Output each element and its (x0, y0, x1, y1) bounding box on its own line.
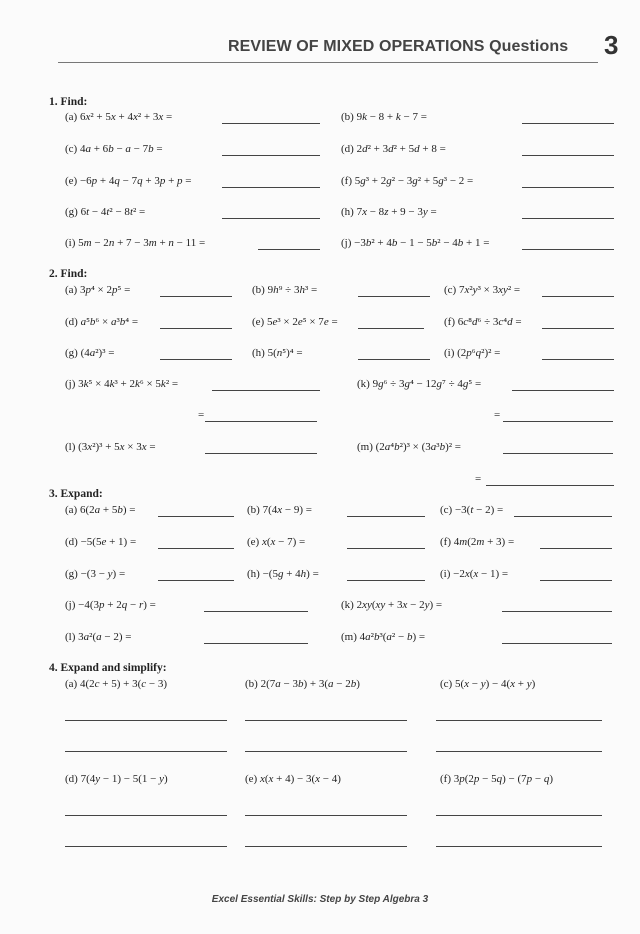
answer-line (222, 123, 320, 124)
answer-line (347, 580, 425, 581)
question-heading: 1. Find: (49, 96, 88, 108)
question-item: (b) 9k − 8 + k − 7 = (341, 111, 427, 123)
answer-line (245, 720, 407, 721)
question-heading: 2. Find: (49, 268, 88, 280)
question-item: (b) 7(4x − 9) = (247, 504, 312, 516)
question-item: (h) 7x − 8z + 9 − 3y = (341, 206, 437, 218)
answer-line (502, 643, 612, 644)
answer-line (436, 846, 602, 847)
question-item: (b) 9h⁹ ÷ 3h³ = (252, 284, 318, 296)
answer-line (158, 548, 234, 549)
answer-line (503, 453, 613, 454)
question-item: (e) x(x − 7) = (247, 536, 306, 548)
answer-line (160, 296, 232, 297)
answer-line (222, 155, 320, 156)
question-item: (d) 2d² + 3d² + 5d + 8 = (341, 143, 446, 155)
question-item: (e) 5e³ × 2e⁵ × 7e = (252, 316, 338, 328)
answer-line (542, 328, 614, 329)
question-item: (d) a⁵b⁶ × a³b⁴ = (65, 316, 139, 328)
answer-line (65, 751, 227, 752)
question-heading: 4. Expand and simplify: (49, 662, 167, 674)
question-item: (l) 3a²(a − 2) = (65, 631, 132, 643)
answer-line (358, 296, 430, 297)
question-item: (a) 6(2a + 5b) = (65, 504, 136, 516)
answer-line (512, 390, 614, 391)
question-item: (j) −4(3p + 2q − r) = (65, 599, 156, 611)
answer-line (502, 611, 612, 612)
answer-line (522, 123, 614, 124)
answer-line (65, 815, 227, 816)
answer-line (222, 187, 320, 188)
page-footer: Excel Essential Skills: Step by Step Algebra 3 (211, 894, 429, 905)
question-item: (j) −3b² + 4b − 1 − 5b² − 4b + 1 = (341, 237, 490, 249)
question-item: (h) 5(n⁵)⁴ = (252, 347, 303, 359)
question-item: (e) −6p + 4q − 7q + 3p + p = (65, 175, 192, 187)
answer-line (160, 359, 232, 360)
question-item: (f) 6c⁸d⁶ ÷ 3c⁴d = (444, 316, 522, 328)
question-item: (h) −(5g + 4h) = (247, 568, 319, 580)
question-item: (d) −5(5e + 1) = (65, 536, 137, 548)
answer-line (65, 846, 227, 847)
question-item: = (198, 409, 205, 421)
question-item: (a) 3p⁴ × 2p⁵ = (65, 284, 131, 296)
question-item: (i) 5m − 2n + 7 − 3m + n − 11 = (65, 237, 206, 249)
question-item: (c) 7x²y³ × 3xy² = (444, 284, 521, 296)
answer-line (503, 421, 613, 422)
answer-line (245, 751, 407, 752)
question-item: (a) 6x² + 5x + 4x² + 3x = (65, 111, 173, 123)
answer-line (205, 421, 317, 422)
answer-line (245, 846, 407, 847)
question-item: (c) 4a + 6b − a − 7b = (65, 143, 163, 155)
question-item: (f) 4m(2m + 3) = (440, 536, 515, 548)
answer-line (542, 296, 614, 297)
answer-line (522, 187, 614, 188)
question-item: (k) 9g⁶ ÷ 3g⁴ − 12g⁷ ÷ 4g⁵ = (357, 378, 482, 390)
question-item: (d) 7(4y − 1) − 5(1 − y) (65, 773, 168, 785)
answer-line (436, 720, 602, 721)
answer-line (436, 815, 602, 816)
answer-line (347, 548, 425, 549)
question-item: (g) (4a²)³ = (65, 347, 115, 359)
answer-line (542, 359, 614, 360)
answer-line (540, 580, 612, 581)
question-item: (f) 5g³ + 2g² − 3g² + 5g³ − 2 = (341, 175, 474, 187)
question-item: (m) 4a²b³(a² − b) = (341, 631, 426, 643)
answer-line (522, 155, 614, 156)
page-title: REVIEW OF MIXED OPERATIONS Questions (228, 38, 569, 55)
answer-line (258, 249, 320, 250)
question-item: (e) x(x + 4) − 3(x − 4) (245, 773, 341, 785)
question-item: (a) 4(2c + 5) + 3(c − 3) (65, 678, 168, 690)
question-heading: 3. Expand: (49, 488, 103, 500)
answer-line (436, 751, 602, 752)
answer-line (204, 611, 308, 612)
answer-line (245, 815, 407, 816)
question-item: (m) (2a⁴b²)³ × (3a³b)² = (357, 441, 462, 453)
answer-line (522, 218, 614, 219)
question-item: (j) 3k⁵ × 4k³ + 2k⁶ × 5k² = (65, 378, 179, 390)
question-item: (g) −(3 − y) = (65, 568, 126, 580)
question-item: (g) 6t − 4t² − 8t² = (65, 206, 146, 218)
question-item: (k) 2xy(xy + 3x − 2y) = (341, 599, 443, 611)
answer-line (347, 516, 425, 517)
answer-line (158, 580, 234, 581)
answer-line (486, 485, 614, 486)
answer-line (205, 453, 317, 454)
question-item: (c) 5(x − y) − 4(x + y) (440, 678, 536, 690)
answer-line (514, 516, 612, 517)
chapter-number: 3 (604, 30, 619, 60)
question-item: (i) −2x(x − 1) = (440, 568, 509, 580)
header-rule (58, 62, 598, 63)
question-item: = (494, 409, 501, 421)
answer-line (160, 328, 232, 329)
answer-line (65, 720, 227, 721)
question-item: (f) 3p(2p − 5q) − (7p − q) (440, 773, 554, 785)
answer-line (358, 328, 424, 329)
answer-line (158, 516, 234, 517)
answer-line (522, 249, 614, 250)
question-item: = (475, 473, 482, 485)
question-item: (c) −3(t − 2) = (440, 504, 504, 516)
answer-line (204, 643, 308, 644)
answer-line (222, 218, 320, 219)
answer-line (212, 390, 320, 391)
answer-line (540, 548, 612, 549)
answer-line (358, 359, 430, 360)
question-item: (l) (3x²)³ + 5x × 3x = (65, 441, 156, 453)
question-item: (i) (2p⁶q²)² = (444, 347, 501, 359)
question-item: (b) 2(7a − 3b) + 3(a − 2b) (245, 678, 360, 690)
